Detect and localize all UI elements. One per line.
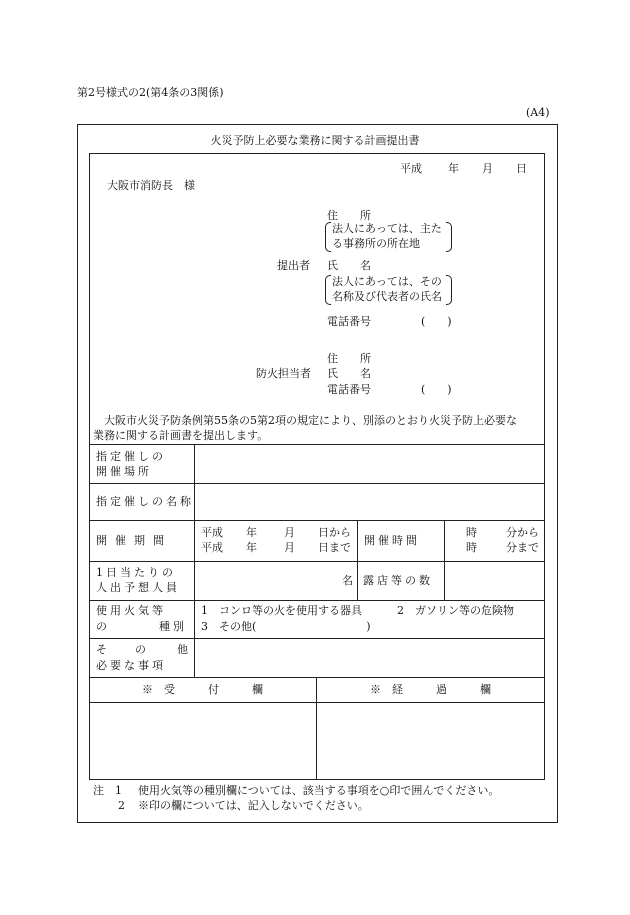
rule-5 — [89, 600, 545, 601]
rule-6 — [89, 638, 545, 639]
rule-2 — [89, 483, 545, 484]
address-bracket-left — [325, 222, 331, 252]
time-from-hour: 時 — [466, 526, 477, 539]
period-to-era: 平成 — [201, 541, 223, 554]
fire-option-1: 1 コンロ等の火を使用する器具 — [201, 604, 362, 617]
period-to-year: 年 — [246, 541, 257, 554]
address-note-1: 法人にあっては、主た — [332, 222, 442, 235]
period-to-suffix: 日まで — [318, 541, 351, 554]
other-label-1b: の — [135, 643, 146, 656]
officer-phone-parens: ( ) — [421, 383, 452, 396]
name-note-2: 名称及び代表者の氏名 — [332, 290, 442, 303]
rule-8 — [89, 702, 545, 703]
other-label-1a: そ — [96, 643, 107, 656]
period-from-era: 平成 — [201, 526, 223, 539]
officer-phone-label: 電話番号 — [327, 383, 371, 396]
officer-address-label: 住 所 — [327, 352, 371, 365]
date-year: 年 — [448, 162, 459, 175]
attend-unit: 名 — [342, 574, 353, 587]
address-note-2: る事務所の所在地 — [332, 237, 420, 250]
fire-option-2: 2 ガソリン等の危険物 — [397, 604, 514, 617]
officer-name-label: 氏 名 — [327, 367, 371, 380]
addressee: 大阪市消防長 様 — [107, 179, 195, 192]
note-1-prefix: 注 1 — [93, 784, 122, 797]
rule-7 — [89, 677, 545, 678]
rule-3 — [89, 520, 545, 521]
time-label: 開催時間 — [364, 534, 420, 547]
submitter-label: 提出者 — [277, 259, 310, 272]
time-to-min: 分まで — [506, 541, 539, 554]
submitter-address-label: 住 所 — [327, 209, 371, 222]
name-bracket-right — [446, 275, 452, 305]
other-label-2: 必要な事項 — [96, 659, 166, 672]
name-note-1: 法人にあっては、その — [332, 275, 442, 288]
reception-label: ※ 受 付 欄 — [142, 683, 263, 696]
date-month: 月 — [482, 162, 493, 175]
period-divider — [357, 520, 358, 561]
date-era: 平成 — [400, 162, 422, 175]
submitter-name-label: 氏 名 — [327, 259, 371, 272]
other-label-1c: 他 — [177, 643, 188, 656]
submitter-phone-parens: ( ) — [421, 315, 452, 328]
time-to-hour: 時 — [466, 541, 477, 554]
note-1: 使用火気等の種別欄については、該当する事項を○印で囲んでください。 — [138, 784, 500, 797]
paper-size: (A4) — [526, 106, 550, 119]
statement-line-1: 大阪市火災予防条例第55条の5第2項の規定により、別添のとおり火災予防上必要な — [93, 414, 517, 427]
stalls-divider — [444, 561, 445, 600]
submitter-phone-label: 電話番号 — [327, 315, 371, 328]
event-name-label: 指定催しの名称 — [96, 495, 194, 508]
period-from-month: 月 — [284, 526, 295, 539]
time-divider — [444, 520, 445, 561]
officer-label: 防火担当者 — [256, 367, 311, 380]
note-2-prefix: 2 — [118, 799, 125, 812]
period-label: 開催期間 — [96, 534, 172, 547]
attend-label-1: 1日当たりの — [96, 566, 176, 579]
label-column-divider — [194, 444, 195, 677]
rule-4 — [89, 561, 545, 562]
period-from-suffix: 日から — [318, 526, 351, 539]
address-bracket-right — [446, 222, 452, 252]
period-from-year: 年 — [246, 526, 257, 539]
attend-label-2: 人出予想人員 — [96, 581, 180, 594]
form-id: 第2号様式の2(第4条の3関係) — [77, 86, 224, 99]
fire-label-2b: 種別 — [159, 620, 187, 633]
statement-line-2: 業務に関する計画書を提出します。 — [93, 429, 269, 442]
venue-label-1: 指定催しの — [96, 450, 166, 463]
fire-option-3: 3 その他( ) — [201, 620, 371, 633]
progress-label: ※ 経 過 欄 — [370, 683, 491, 696]
date-day: 日 — [516, 162, 527, 175]
stalls-label: 露店等の数 — [363, 574, 433, 587]
fire-label-1: 使用火気等 — [96, 604, 166, 617]
document-title: 火災予防上必要な業務に関する計画提出書 — [210, 134, 420, 147]
attend-divider — [357, 561, 358, 600]
time-from-min: 分から — [506, 526, 539, 539]
note-2: ※印の欄については、記入しないでください。 — [138, 799, 369, 812]
venue-label-2: 開催場所 — [96, 465, 152, 478]
rule-1 — [89, 444, 545, 445]
period-to-month: 月 — [284, 541, 295, 554]
fire-label-2a: の — [96, 620, 107, 633]
name-bracket-left — [325, 275, 331, 305]
